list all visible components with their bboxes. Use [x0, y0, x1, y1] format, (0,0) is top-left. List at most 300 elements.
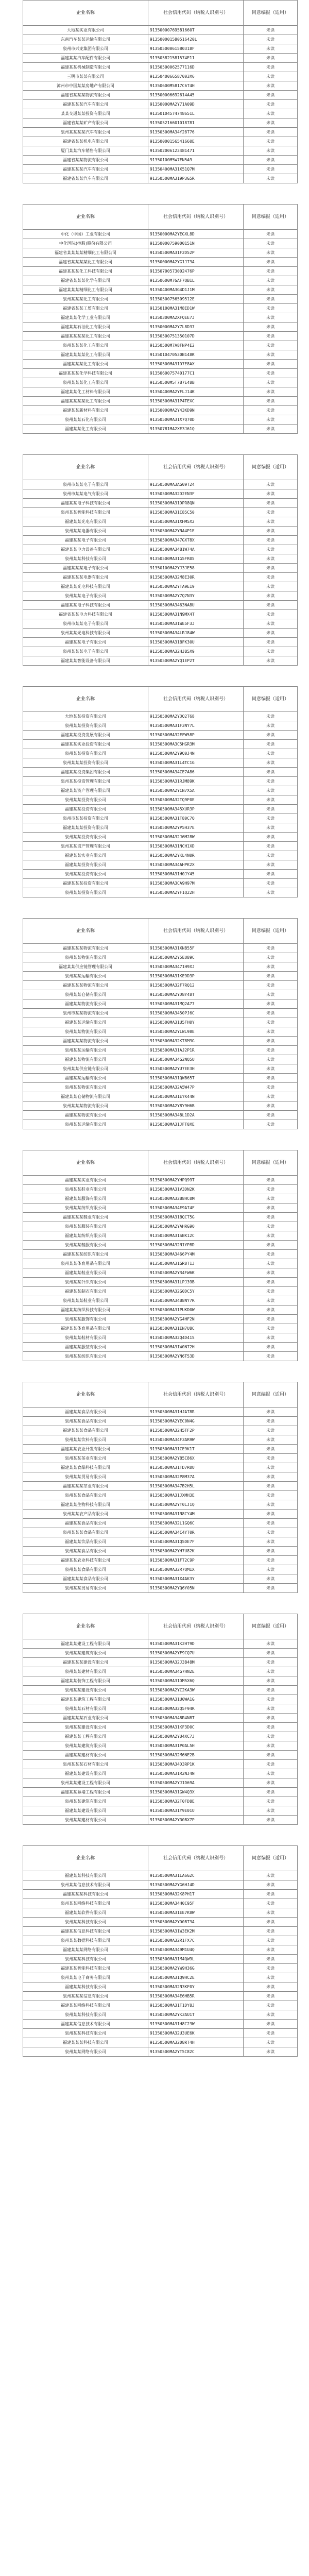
- credit-code-cell: 91350500MA31MQ2A77: [148, 999, 244, 1009]
- table-row: [23, 2038, 298, 2047]
- header-consent: 同意编报（适用）: [244, 919, 298, 944]
- status-cell: 未读: [244, 1324, 298, 1333]
- header-credit-code: 社会信用代码（纳税人识别号）: [148, 919, 244, 944]
- credit-code-cell: 91350500MA34E6HB5R: [148, 1992, 244, 2001]
- table-row: [23, 851, 298, 860]
- company-name-cell: 泉州某某仓储有限公司: [23, 990, 148, 999]
- company-table: [23, 918, 298, 1129]
- table-row: [23, 1296, 298, 1306]
- company-name-cell: 福建某某建设有限公司: [23, 1769, 148, 1778]
- table-row: [23, 165, 298, 174]
- status-cell: 未读: [244, 1955, 298, 1964]
- credit-code-cell: 91350500MA31G5FR05: [148, 554, 244, 564]
- company-name-cell: 泉州某某投资有限公司: [23, 721, 148, 731]
- company-name-cell: 泉州某某鞋材有限公司: [23, 1333, 148, 1343]
- table-row: [23, 276, 298, 285]
- table-row: [23, 1500, 298, 1510]
- credit-code-cell: 91350600M7GAF7QB1L: [148, 276, 244, 285]
- company-name-cell: 泉州某某体育用品有限公司: [23, 1259, 148, 1268]
- table-row: [23, 842, 298, 851]
- credit-code-cell: 91350500MA32M8E30R: [148, 573, 244, 582]
- table-header-row: [23, 1846, 298, 1871]
- company-name-cell: 泉州某某信息技术有限公司: [23, 1880, 148, 1890]
- status-cell: 未读: [244, 656, 298, 666]
- status-cell: 未读: [244, 63, 298, 72]
- status-cell: 未读: [244, 1547, 298, 1556]
- table-header-row: [23, 687, 298, 712]
- section-gap: [23, 1361, 286, 1382]
- table-row: [23, 1185, 298, 1194]
- credit-code-cell: 91350500MA34H0C95F: [148, 1899, 244, 1908]
- header-consent: 同意编报（适用）: [244, 455, 298, 480]
- company-table: [23, 0, 298, 183]
- company-name-cell: 福建某某某科技有限公司: [23, 1890, 148, 1899]
- company-name-cell: 泉州某某运输有限公司: [23, 1120, 148, 1129]
- status-cell: 未读: [244, 499, 298, 508]
- company-name-cell: 泉州某某鞋业有限公司: [23, 1185, 148, 1194]
- status-cell: 未读: [244, 1584, 298, 1593]
- status-cell: 未读: [244, 1639, 298, 1649]
- status-cell: 未读: [244, 536, 298, 545]
- company-name-cell: 福建某某某茶业有限公司: [23, 1482, 148, 1491]
- status-cell: 未读: [244, 999, 298, 1009]
- table-row: [23, 1686, 298, 1695]
- status-cell: 未读: [244, 786, 298, 795]
- status-cell: 未读: [244, 1667, 298, 1676]
- credit-code-cell: 91350500MA2YR4FW6K: [148, 1268, 244, 1278]
- table-row: [23, 1037, 298, 1046]
- credit-code-cell: 91350500MA31QWB65T: [148, 1074, 244, 1083]
- company-table: [23, 1150, 298, 1361]
- credit-code-cell: 91350500MA31X7Q70D: [148, 415, 244, 425]
- company-name-cell: 泉州某某运输有限公司: [23, 1046, 148, 1055]
- company-name-cell: 泉州某某食品有限公司: [23, 1417, 148, 1426]
- status-cell: 未读: [244, 610, 298, 619]
- company-name-cell: 泉州某某电器有限公司: [23, 527, 148, 536]
- status-cell: 未读: [244, 378, 298, 387]
- company-name-cell: 中化（中国）工业有限公司: [23, 230, 148, 239]
- company-name-cell: 福建某某电子有限公司: [23, 536, 148, 545]
- credit-code-cell: 91350500MA31P0AL5H: [148, 1741, 244, 1751]
- table-row: [23, 146, 298, 156]
- status-cell: 未读: [244, 1686, 298, 1695]
- status-cell: 未读: [244, 1268, 298, 1278]
- company-name-cell: 福建省某某某某化工有限公司: [23, 258, 148, 267]
- table-row: [23, 267, 298, 276]
- status-cell: 未读: [244, 972, 298, 981]
- table-row: [23, 499, 298, 508]
- company-name-cell: 福建某某仓储物流有限公司: [23, 1092, 148, 1101]
- table-row: [23, 174, 298, 183]
- company-name-cell: 福建某某服装有限公司: [23, 1343, 148, 1352]
- table-row: [23, 1667, 298, 1676]
- company-name-cell: 福建某某某化工科技有限公司: [23, 267, 148, 276]
- status-cell: 未读: [244, 1741, 298, 1751]
- credit-code-cell: 91350500MA2YT0LJ1Q: [148, 1500, 244, 1510]
- table-row: [23, 749, 298, 758]
- credit-code-cell: 91350500MA2Y9Q0J4N: [148, 749, 244, 758]
- credit-code-cell: 91350500MA31TD7R0U: [148, 1463, 244, 1472]
- table-row: [23, 508, 298, 517]
- credit-code-cell: 91350500MA31H0JY45: [148, 870, 244, 879]
- company-name-cell: 福建某某某食品有限公司: [23, 1574, 148, 1584]
- company-name-cell: 福建某某实业有限公司: [23, 1176, 148, 1185]
- credit-code-cell: 91350500MA31D7E8AX: [148, 360, 244, 369]
- table-row: [23, 601, 298, 610]
- status-cell: 未读: [244, 1213, 298, 1222]
- table-row: [23, 1908, 298, 1918]
- table-row: [23, 1352, 298, 1361]
- table-row: [23, 1111, 298, 1120]
- company-name-cell: 福建某某信息技术有限公司: [23, 2020, 148, 2029]
- company-name-cell: 福建某某某精细化工有限公司: [23, 285, 148, 295]
- credit-code-cell: 91350500756509512E: [148, 295, 244, 304]
- status-cell: 未读: [244, 81, 298, 91]
- company-name-cell: 福建省某某某某精细化工有限公司: [23, 248, 148, 258]
- company-name-cell: 福建某某某鞋业有限公司: [23, 1213, 148, 1222]
- status-cell: 未读: [244, 953, 298, 962]
- table-row: [23, 1408, 298, 1417]
- credit-code-cell: 913505821581574E11: [148, 54, 244, 63]
- credit-code-cell: 91350500MA32L1GQ6C: [148, 1519, 244, 1528]
- table-row: [23, 1704, 298, 1714]
- credit-code-cell: 91350500M5T7B7E48B: [148, 378, 244, 387]
- credit-code-cell: 91350500MA319P3G5R: [148, 174, 244, 183]
- table-row: [23, 360, 298, 369]
- table-row: [23, 1519, 298, 1528]
- company-name-cell: 泉州某某针织有限公司: [23, 1278, 148, 1287]
- company-name-cell: 福建某某某纺织有限公司: [23, 1250, 148, 1259]
- status-cell: 未读: [244, 1417, 298, 1426]
- status-cell: 未读: [244, 944, 298, 953]
- credit-code-cell: 91350500751350107D: [148, 332, 244, 341]
- table-row: [23, 1918, 298, 1927]
- status-cell: 未读: [244, 1816, 298, 1825]
- company-name-cell: 泉州某某服饰有限公司: [23, 1315, 148, 1324]
- status-cell: 未读: [244, 990, 298, 999]
- credit-code-cell: 91350500MA347GXT8X: [148, 536, 244, 545]
- company-name-cell: 福建某某物流有限公司: [23, 1111, 148, 1120]
- status-cell: 未读: [244, 174, 298, 183]
- credit-code-cell: 91350500MA31H8C23W: [148, 2020, 244, 2029]
- company-table: [23, 454, 298, 666]
- status-cell: 未读: [244, 1510, 298, 1519]
- company-name-cell: 泉州某某科技有限公司: [23, 2029, 148, 2038]
- company-name-cell: 福建某某科技有限公司: [23, 1871, 148, 1880]
- table-row: [23, 285, 298, 295]
- credit-code-cell: 91350000759000151N: [148, 239, 244, 248]
- credit-code-cell: 91350500MA32B8HC0M: [148, 1194, 244, 1204]
- company-name-cell: 大地某实业有限公司: [23, 26, 148, 35]
- status-cell: 未读: [244, 1083, 298, 1092]
- company-name-cell: 福建某某某石业有限公司: [23, 1714, 148, 1723]
- credit-code-cell: 91350500MA2YH7U82K: [148, 1547, 244, 1556]
- status-cell: 未读: [244, 109, 298, 118]
- credit-code-cell: 91350500MA32T0FD8E: [148, 1797, 244, 1806]
- table-row: [23, 118, 298, 128]
- credit-code-cell: 91350500MA31BQCT5G: [148, 1213, 244, 1222]
- company-name-cell: 福建某某光电科技有限公司: [23, 582, 148, 591]
- company-table: [23, 1614, 298, 1825]
- table-row: [23, 1009, 298, 1018]
- credit-code-cell: 91350500MA349M1U4Q: [148, 1945, 244, 1955]
- table-row: [23, 1751, 298, 1760]
- table-row: [23, 1899, 298, 1908]
- company-name-cell: 泉州某某运输有限公司: [23, 972, 148, 981]
- company-name-cell: 福建某某农业科技有限公司: [23, 1556, 148, 1565]
- status-cell: 未读: [244, 350, 298, 360]
- status-cell: 未读: [244, 545, 298, 554]
- credit-code-cell: 91350500MA31EYK44N: [148, 1092, 244, 1101]
- section-gap: [23, 897, 286, 918]
- status-cell: 未读: [244, 1027, 298, 1037]
- header-company-name: 企业名称: [23, 205, 148, 230]
- company-name-cell: 泉州某某饮料有限公司: [23, 1435, 148, 1445]
- credit-code-cell: 91350500MA31U5FH0Y: [148, 1018, 244, 1027]
- header-credit-code: 社会信用代码（纳税人识别号）: [148, 1382, 244, 1408]
- table-row: [23, 1194, 298, 1204]
- table-row: [23, 731, 298, 740]
- table-row: [23, 54, 298, 63]
- status-cell: 未读: [244, 165, 298, 174]
- table-row: [23, 425, 298, 434]
- company-name-cell: 泉州某某建材有限公司: [23, 1816, 148, 1825]
- credit-code-cell: 91350500MA31XNB55F: [148, 944, 244, 953]
- credit-code-cell: 91350300MA2XFQEE7J: [148, 313, 244, 323]
- table-row: [23, 870, 298, 879]
- credit-code-cell: 91350500MA34G2NQ5U: [148, 1055, 244, 1064]
- credit-code-cell: 91350500MA31CE9K1T: [148, 1445, 244, 1454]
- credit-code-cell: 91350500MA31RJM89K: [148, 777, 244, 786]
- company-name-cell: 泉州某某某化工有限公司: [23, 295, 148, 304]
- status-cell: 未读: [244, 1333, 298, 1343]
- company-name-cell: 福建某某信息科技有限公司: [23, 1927, 148, 1936]
- credit-code-cell: 91350500MA31T80C7Q: [148, 814, 244, 823]
- credit-code-cell: 91350000MA2Y7L8D37: [148, 323, 244, 332]
- status-cell: 未读: [244, 795, 298, 805]
- table-row: [23, 638, 298, 647]
- company-name-cell: 泉州某某某物流有限公司: [23, 1101, 148, 1111]
- credit-code-cell: 91350500MA31JFT0XE: [148, 1120, 244, 1129]
- header-company-name: 企业名称: [23, 1614, 148, 1639]
- company-name-cell: 福建某某某汽车有限公司: [23, 165, 148, 174]
- table-row: [23, 656, 298, 666]
- status-cell: 未读: [244, 1064, 298, 1074]
- status-cell: 未读: [244, 564, 298, 573]
- company-name-cell: 福建某某运输有限公司: [23, 1074, 148, 1083]
- table-row: [23, 323, 298, 332]
- status-cell: 未读: [244, 1806, 298, 1816]
- status-cell: 未读: [244, 860, 298, 870]
- company-name-cell: 福建某某机械制造有限公司: [23, 63, 148, 72]
- company-name-cell: 泉州某某某信息有限公司: [23, 1992, 148, 2001]
- company-name-cell: 福建某某化工有限公司: [23, 425, 148, 434]
- status-cell: 未读: [244, 1751, 298, 1760]
- status-cell: 未读: [244, 1982, 298, 1992]
- status-cell: 未读: [244, 72, 298, 81]
- status-cell: 未读: [244, 1537, 298, 1547]
- status-cell: 未读: [244, 1454, 298, 1463]
- table-row: [23, 1982, 298, 1992]
- status-cell: 未读: [244, 1491, 298, 1500]
- status-cell: 未读: [244, 879, 298, 888]
- status-cell: 未读: [244, 387, 298, 397]
- credit-code-cell: 91350500MA31L4TC1G: [148, 758, 244, 768]
- company-name-cell: 福建某某电子科技有限公司: [23, 601, 148, 610]
- table-row: [23, 1927, 298, 1936]
- table-row: [23, 1510, 298, 1519]
- table-row: [23, 369, 298, 378]
- company-name-cell: 福建某某智能设备有限公司: [23, 656, 148, 666]
- table-row: [23, 545, 298, 554]
- table-row: [23, 1556, 298, 1565]
- table-row: [23, 564, 298, 573]
- company-name-cell: 福建某某电子有限公司: [23, 638, 148, 647]
- credit-code-cell: 91350400MA2YFLJ14K: [148, 387, 244, 397]
- table-row: [23, 1871, 298, 1880]
- credit-code-cell: 91350500MA31Q5DE7F: [148, 1537, 244, 1547]
- status-cell: 未读: [244, 638, 298, 647]
- table-row: [23, 1491, 298, 1500]
- table-row: [23, 629, 298, 638]
- credit-code-cell: 91350000MA2Y43KD9N: [148, 406, 244, 415]
- company-name-cell: 泉州某某建材有限公司: [23, 1667, 148, 1676]
- credit-code-cell: 91350500MA34E9A74F: [148, 1204, 244, 1213]
- company-name-cell: 福建某某制衣有限公司: [23, 1287, 148, 1296]
- table-row: [23, 981, 298, 990]
- credit-code-cell: 91350700573002476P: [148, 267, 244, 276]
- status-cell: 未读: [244, 1565, 298, 1574]
- company-name-cell: 泉州某某电子商务有限公司: [23, 1973, 148, 1982]
- status-cell: 未读: [244, 1426, 298, 1435]
- company-name-cell: 福建某某建材有限公司: [23, 1751, 148, 1760]
- company-name-cell: 泉州市某某电子有限公司: [23, 619, 148, 629]
- status-cell: 未读: [244, 1500, 298, 1510]
- status-cell: 未读: [244, 239, 298, 248]
- credit-code-cell: 91350500MA31Q9HC2E: [148, 1973, 244, 1982]
- section-gap: [23, 1129, 286, 1150]
- company-name-cell: 福建某某某化工有限公司: [23, 360, 148, 369]
- company-name-cell: 福建某某某科技有限公司: [23, 2038, 148, 2047]
- header-credit-code: 社会信用代码（纳税人识别号）: [148, 1150, 244, 1176]
- table-row: [23, 2029, 298, 2038]
- company-name-cell: 福建某某生物科技有限公司: [23, 1500, 148, 1510]
- company-name-cell: 福建某某纺织科技有限公司: [23, 1306, 148, 1315]
- table-row: [23, 610, 298, 619]
- company-name-cell: 福建省某某汽车有限公司: [23, 174, 148, 183]
- status-cell: 未读: [244, 1250, 298, 1259]
- table-row: [23, 777, 298, 786]
- credit-code-cell: 91350500MA31XHM5X2: [148, 517, 244, 527]
- status-cell: 未读: [244, 415, 298, 425]
- company-name-cell: 福建某某投资集团有限公司: [23, 768, 148, 777]
- company-name-cell: 泉州某某鞋服有限公司: [23, 1241, 148, 1250]
- status-cell: 未读: [244, 1908, 298, 1918]
- company-name-cell: 福建某某某物流有限公司: [23, 1037, 148, 1046]
- company-name-cell: 三明市某某有限公司: [23, 72, 148, 81]
- header-consent: 同意编报（适用）: [244, 1150, 298, 1176]
- header-credit-code: 社会信用代码（纳税人识别号）: [148, 687, 244, 712]
- company-name-cell: 福建某某食品有限公司: [23, 1408, 148, 1417]
- status-cell: 未读: [244, 1352, 298, 1361]
- table-row: [23, 1797, 298, 1806]
- status-cell: 未读: [244, 276, 298, 285]
- status-cell: 未读: [244, 1241, 298, 1250]
- table-row: [23, 332, 298, 341]
- credit-code-cell: 9135040066587003X6: [148, 72, 244, 81]
- credit-code-cell: 91350500MA32F7RQ12: [148, 981, 244, 990]
- table-row: [23, 2047, 298, 2057]
- credit-code-cell: 91350500MA2YNA4P1E: [148, 527, 244, 536]
- table-row: [23, 1445, 298, 1454]
- table-row: [23, 1083, 298, 1092]
- status-cell: 未读: [244, 332, 298, 341]
- credit-code-cell: 91350500MA31WE5F3J: [148, 619, 244, 629]
- table-row: [23, 1528, 298, 1537]
- status-cell: 未读: [244, 1092, 298, 1101]
- company-name-cell: 泉州某某某鞋业有限公司: [23, 1296, 148, 1306]
- status-cell: 未读: [244, 1185, 298, 1194]
- status-cell: 未读: [244, 888, 298, 897]
- status-cell: 未读: [244, 1194, 298, 1204]
- credit-code-cell: 91350500MA2YG4HF2N: [148, 1315, 244, 1324]
- status-cell: 未读: [244, 721, 298, 731]
- status-cell: 未读: [244, 323, 298, 332]
- company-name-cell: 福建省某某工贸有限公司: [23, 304, 148, 313]
- company-name-cell: 厦门某某汽车销售有限公司: [23, 146, 148, 156]
- status-cell: 未读: [244, 1973, 298, 1982]
- credit-code-cell: 91350500MA34CE7A86: [148, 768, 244, 777]
- status-cell: 未读: [244, 156, 298, 165]
- credit-code-cell: 91350000156541660E: [148, 137, 244, 146]
- status-cell: 未读: [244, 712, 298, 721]
- header-company-name: 企业名称: [23, 455, 148, 480]
- company-name-cell: 福建某某某化学科技有限公司: [23, 369, 148, 378]
- company-name-cell: 福建某某投资发展有限公司: [23, 731, 148, 740]
- table-row: [23, 63, 298, 72]
- company-name-cell: 福建省某某某化学有限公司: [23, 276, 148, 285]
- credit-code-cell: 91350500061580318F: [148, 44, 244, 54]
- company-name-cell: 中化国际(控股)股份有限公司: [23, 239, 148, 248]
- table-header-row: [23, 919, 298, 944]
- status-cell: 未读: [244, 1556, 298, 1565]
- table-row: [23, 860, 298, 870]
- status-cell: 未读: [244, 248, 298, 258]
- table-row: [23, 1778, 298, 1788]
- status-cell: 未读: [244, 731, 298, 740]
- company-name-cell: 福建省某某物流有限公司: [23, 156, 148, 165]
- credit-code-cell: 91350500MA31P4TEXC: [148, 397, 244, 406]
- table-row: [23, 879, 298, 888]
- table-row: [23, 1741, 298, 1751]
- table-row: [23, 786, 298, 795]
- credit-code-cell: 91350500MA34AHPK2X: [148, 860, 244, 870]
- table-row: [23, 573, 298, 582]
- company-name-cell: 泉州某某光电科技有限公司: [23, 629, 148, 638]
- table-row: [23, 1955, 298, 1964]
- status-cell: 未读: [244, 777, 298, 786]
- status-cell: 未读: [244, 1871, 298, 1880]
- credit-code-cell: 91350000769581660T: [148, 26, 244, 35]
- status-cell: 未读: [244, 962, 298, 972]
- company-name-cell: 福建某某某电子有限公司: [23, 564, 148, 573]
- table-row: [23, 295, 298, 304]
- status-cell: 未读: [244, 26, 298, 35]
- table-row: [23, 248, 298, 258]
- credit-code-cell: 913505216601018781: [148, 118, 244, 128]
- section-gap: [23, 183, 286, 204]
- table-row: [23, 81, 298, 91]
